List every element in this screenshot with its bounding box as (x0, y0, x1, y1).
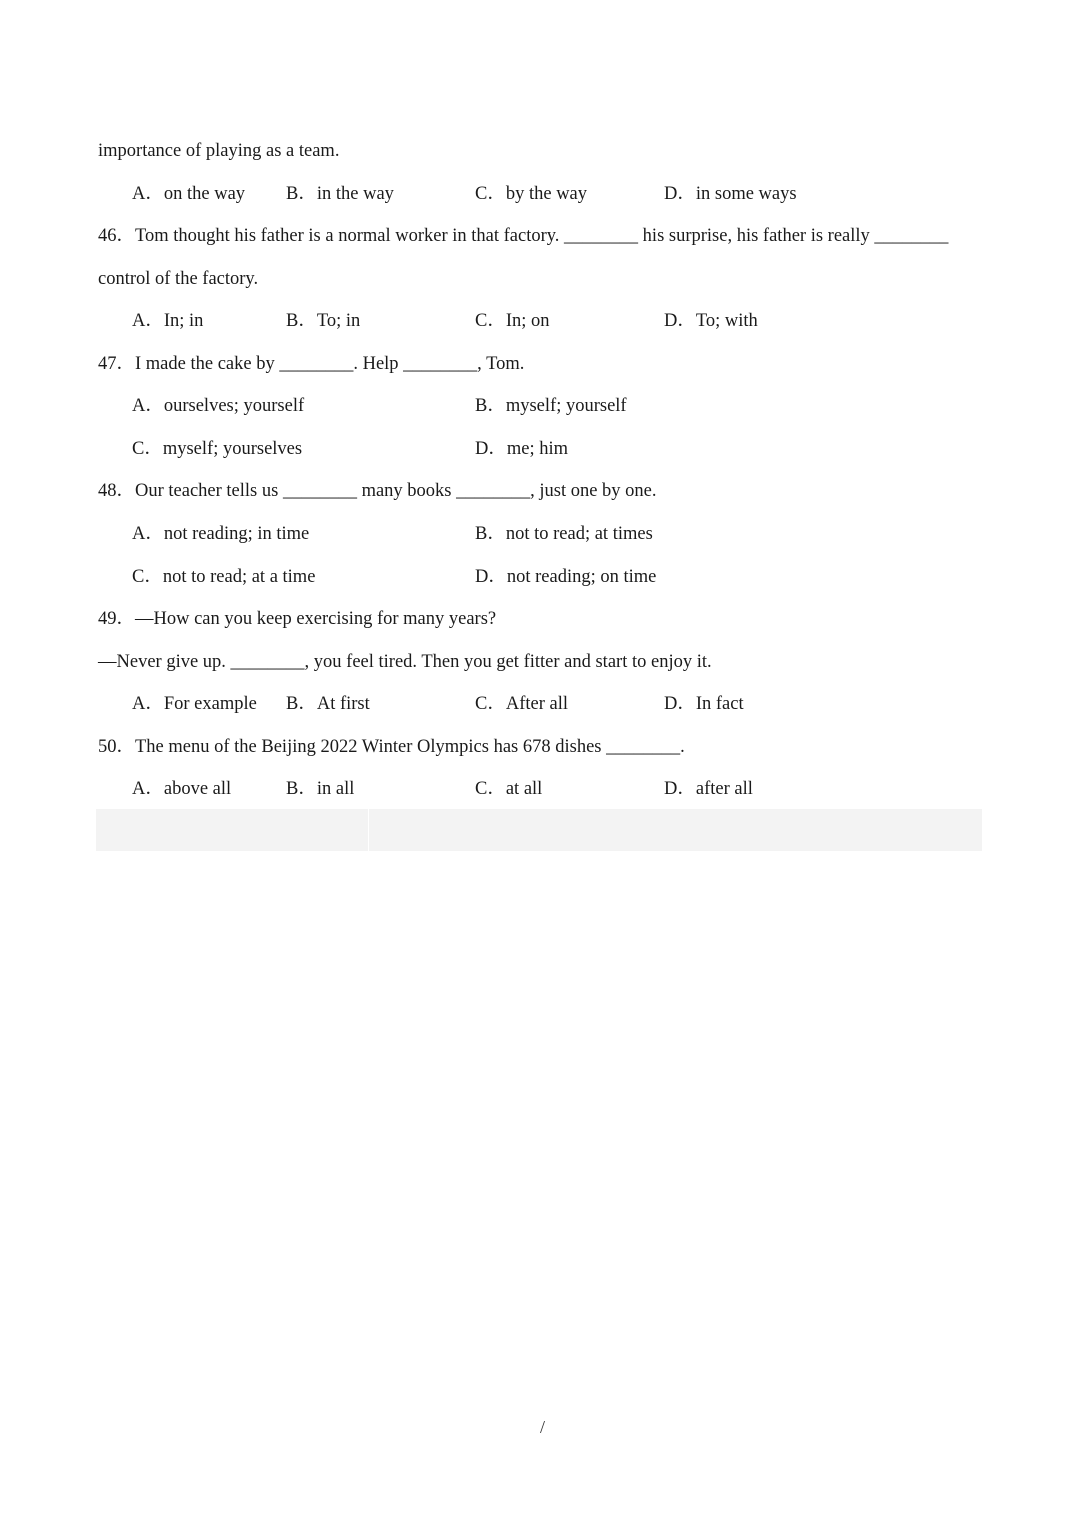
q49-option-c: C．After all (475, 694, 568, 714)
score-table-bar (96, 809, 982, 851)
question-46-stem-cont: control of the factory. (98, 269, 259, 289)
q48-option-d: D．not reading; on time (475, 567, 657, 587)
q47-option-a: A．ourselves; yourself (132, 396, 305, 416)
q46-option-d: D．To; with (664, 311, 758, 331)
q49-option-a: A．For example (132, 694, 257, 714)
q49-option-d: D．In fact (664, 694, 744, 714)
question-46-stem: 46．Tom thought his father is a normal worker in that factory. ________ his surprise, his father is really ________ (98, 226, 949, 246)
question-49-stem: 49．—How can you keep exercising for many years? (98, 609, 497, 629)
q46-option-b: B．To; in (286, 311, 361, 331)
q48-option-c: C．not to read; at a time (132, 567, 316, 587)
q45-option-c: C．by the way (475, 184, 588, 204)
question-49-response: —Never give up. ________, you feel tired. Then you get fitter and start to enjoy it. (98, 652, 712, 672)
question-48-stem: 48．Our teacher tells us ________ many books ________, just one by one. (98, 481, 657, 501)
q48-option-b: B．not to read; at times (475, 524, 653, 544)
question-47-stem: 47．I made the cake by ________. Help ________, Tom. (98, 354, 525, 374)
question-50-stem: 50．The menu of the Beijing 2022 Winter Olympics has 678 dishes ________. (98, 737, 685, 757)
q47-option-d: D．me; him (475, 439, 569, 459)
score-table-cell-left (96, 809, 369, 851)
q48-option-a: A．not reading; in time (132, 524, 310, 544)
page-number: / (540, 1417, 546, 1437)
q50-option-b: B．in all (286, 779, 355, 799)
q46-option-a: A．In; in (132, 311, 204, 331)
q50-option-a: A．above all (132, 779, 232, 799)
q50-option-d: D．after all (664, 779, 753, 799)
q50-option-c: C．at all (475, 779, 543, 799)
q46-option-c: C．In; on (475, 311, 550, 331)
score-table-cell-right (369, 809, 982, 851)
q45-option-a: A．on the way (132, 184, 246, 204)
q47-option-b: B．myself; yourself (475, 396, 627, 416)
q47-option-c: C．myself; yourselves (132, 439, 303, 459)
q45-option-b: B．in the way (286, 184, 394, 204)
question-45-stem-end: importance of playing as a team. (98, 141, 340, 161)
q45-option-d: D．in some ways (664, 184, 797, 204)
q49-option-b: B．At first (286, 694, 370, 714)
